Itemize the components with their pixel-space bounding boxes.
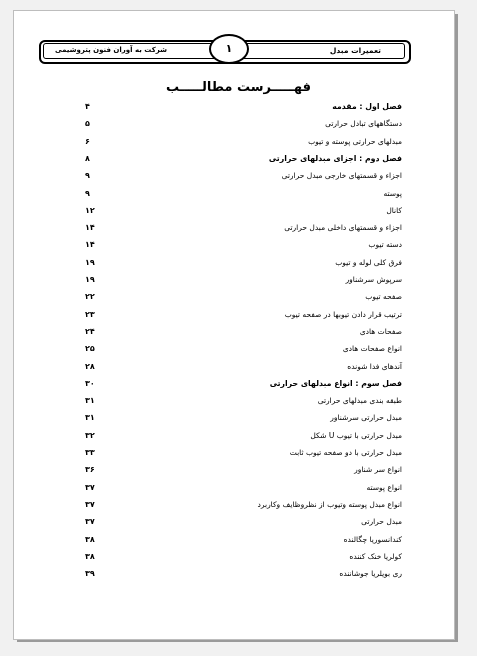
toc-entry-row[interactable]: [0, 291, 477, 308]
toc-chapter-row[interactable]: [0, 153, 477, 170]
toc-entry-page: ۳۰: [85, 378, 95, 388]
toc-entry-page: ۶: [85, 136, 90, 146]
toc-entry-row[interactable]: [0, 188, 477, 205]
toc-entry-row[interactable]: [0, 343, 477, 360]
toc-entry-title: فصل دوم : اجزای مبدلهای حرارتی: [268, 153, 402, 163]
toc-entry-row[interactable]: [0, 395, 477, 412]
toc-entry-title: مبدل حرارتی: [361, 517, 402, 527]
toc-entry-title: کندانسوریا چگالنده: [343, 534, 402, 544]
toc-entry-row[interactable]: [0, 499, 477, 516]
toc-entry-row[interactable]: [0, 568, 477, 585]
toc-entry-title: صفحات هادی: [359, 326, 402, 336]
toc-entry-page: ۳۸: [85, 551, 95, 561]
toc-entry-title: فصل اول : مقدمه: [332, 102, 402, 111]
toc-chapter-row[interactable]: [0, 378, 477, 395]
toc-entry-page: ۳۸: [85, 534, 95, 544]
toc-entry-page: ۳۳: [85, 448, 95, 457]
toc-entry-title: سرپوش سرشناور: [345, 275, 402, 284]
toc-entry-row[interactable]: [0, 551, 477, 568]
toc-entry-row[interactable]: [0, 534, 477, 551]
toc-entry-page: ۳۷: [85, 499, 95, 509]
toc-entry-page: ۹: [85, 171, 90, 181]
toc-entry-row[interactable]: [0, 274, 477, 291]
toc-entry-page: ۱۹: [85, 257, 95, 267]
toc-entry-row[interactable]: [0, 430, 477, 447]
toc-entry-row[interactable]: [0, 257, 477, 274]
toc-entry-row[interactable]: [0, 309, 477, 326]
toc-heading-text: فهـــــرست مطالـــــب: [166, 80, 311, 95]
toc-entry-page: ۱۴: [85, 223, 95, 233]
toc-entry-title: دستگاههای تبادل حرارتی: [325, 119, 402, 129]
toc-entry-title: ترتیب قرار دادن تیوبها در صفحه تیوب: [284, 309, 402, 319]
toc-entry-row[interactable]: [0, 361, 477, 378]
toc-entry-row[interactable]: [0, 170, 477, 187]
toc-entry-title: مبدلهای حرارتی پوسته و تیوب: [308, 136, 402, 146]
toc-entry-title: کولریا خنک کننده: [349, 551, 402, 561]
toc-entry-page: ۳۶: [85, 465, 95, 475]
toc-entry-row[interactable]: [0, 118, 477, 135]
toc-entry-page: ۳۹: [85, 569, 95, 579]
toc-heading: [0, 80, 477, 95]
toc-entry-title: آندهای فدا شونده: [347, 361, 402, 371]
toc-entry-title: انواع سر شناور: [354, 465, 402, 475]
toc-entry-page: ۵: [85, 119, 90, 129]
toc-entry-row[interactable]: [0, 447, 477, 464]
toc-entry-page: ۱۹: [85, 275, 95, 284]
toc-entry-row[interactable]: [0, 326, 477, 343]
toc-entry-title: اجزاء و قسمتهای خارجی مبدل حرارتی: [281, 171, 402, 181]
toc-entry-title: اجزاء و قسمتهای داخلی مبدل حرارتی: [284, 223, 402, 233]
toc-entry-title: کانال: [386, 205, 402, 215]
toc-entry-page: ۳۱: [85, 396, 95, 406]
page-header: [39, 32, 411, 62]
toc-entry-page: ۳۲: [85, 430, 95, 440]
toc-entry-row[interactable]: [0, 516, 477, 533]
toc-entry-page: ۲۸: [85, 361, 95, 371]
header-document-title: تعمیرات مبدل: [329, 46, 381, 55]
toc-entry-page: ۲۵: [85, 344, 95, 354]
toc-entry-page: ۴: [85, 102, 90, 111]
toc-entry-row[interactable]: [0, 136, 477, 153]
toc-entry-title: انواع مبدل پوسته وتیوب از نظروظایف وکاربرد: [257, 499, 402, 509]
toc-chapter-row[interactable]: [0, 101, 477, 118]
toc-entry-row[interactable]: [0, 412, 477, 429]
toc-entry-row[interactable]: [0, 239, 477, 256]
toc-entry-title: ری بویلریا جوشاننده: [339, 569, 402, 579]
toc-entry-page: ۲۳: [85, 309, 95, 319]
toc-entry-row[interactable]: [0, 222, 477, 239]
header-company-name: شرکت به آوران فنون پتروشیمی: [55, 46, 168, 54]
toc-entry-title: صفحه تیوب: [365, 292, 402, 302]
toc-entry-page: ۳۷: [85, 482, 95, 492]
toc-entry-page: ۱۲: [85, 205, 95, 215]
toc-entry-title: انواع صفحات هادی: [342, 344, 402, 354]
toc-entry-page: ۸: [85, 153, 90, 163]
toc-entry-title: پوسته: [383, 188, 402, 198]
toc-entry-page: ۲۴: [85, 326, 95, 336]
header-page-number: ۱: [209, 34, 249, 64]
toc-entry-title: انواع پوسته: [366, 482, 402, 492]
toc-entry-page: ۳۱: [85, 413, 95, 423]
toc-entry-title: دسته تیوب: [368, 240, 402, 250]
toc-entry-title: فصل سوم : انواع مبدلهای حرارتی: [269, 378, 402, 388]
toc-entry-page: ۲۲: [85, 292, 95, 302]
toc-entry-row[interactable]: [0, 464, 477, 481]
toc-entry-title: فرق کلی لوله و تیوب: [335, 257, 402, 267]
toc-entry-title: مبدل حرارتی سرشناور: [330, 413, 402, 423]
toc-entry-title: مبدل حرارتی با تیوب U شکل: [310, 430, 402, 440]
toc-entry-title: مبدل حرارتی با دو صفحه تیوب ثابت: [289, 448, 402, 457]
toc-entry-page: ۱۴: [85, 240, 95, 250]
toc-entry-row[interactable]: [0, 205, 477, 222]
toc-entry-row[interactable]: [0, 482, 477, 499]
toc-entry-page: ۹: [85, 188, 90, 198]
toc-entry-page: ۳۷: [85, 517, 95, 527]
toc-entry-title: طبقه بندی مبدلهای حرارتی: [317, 396, 402, 406]
